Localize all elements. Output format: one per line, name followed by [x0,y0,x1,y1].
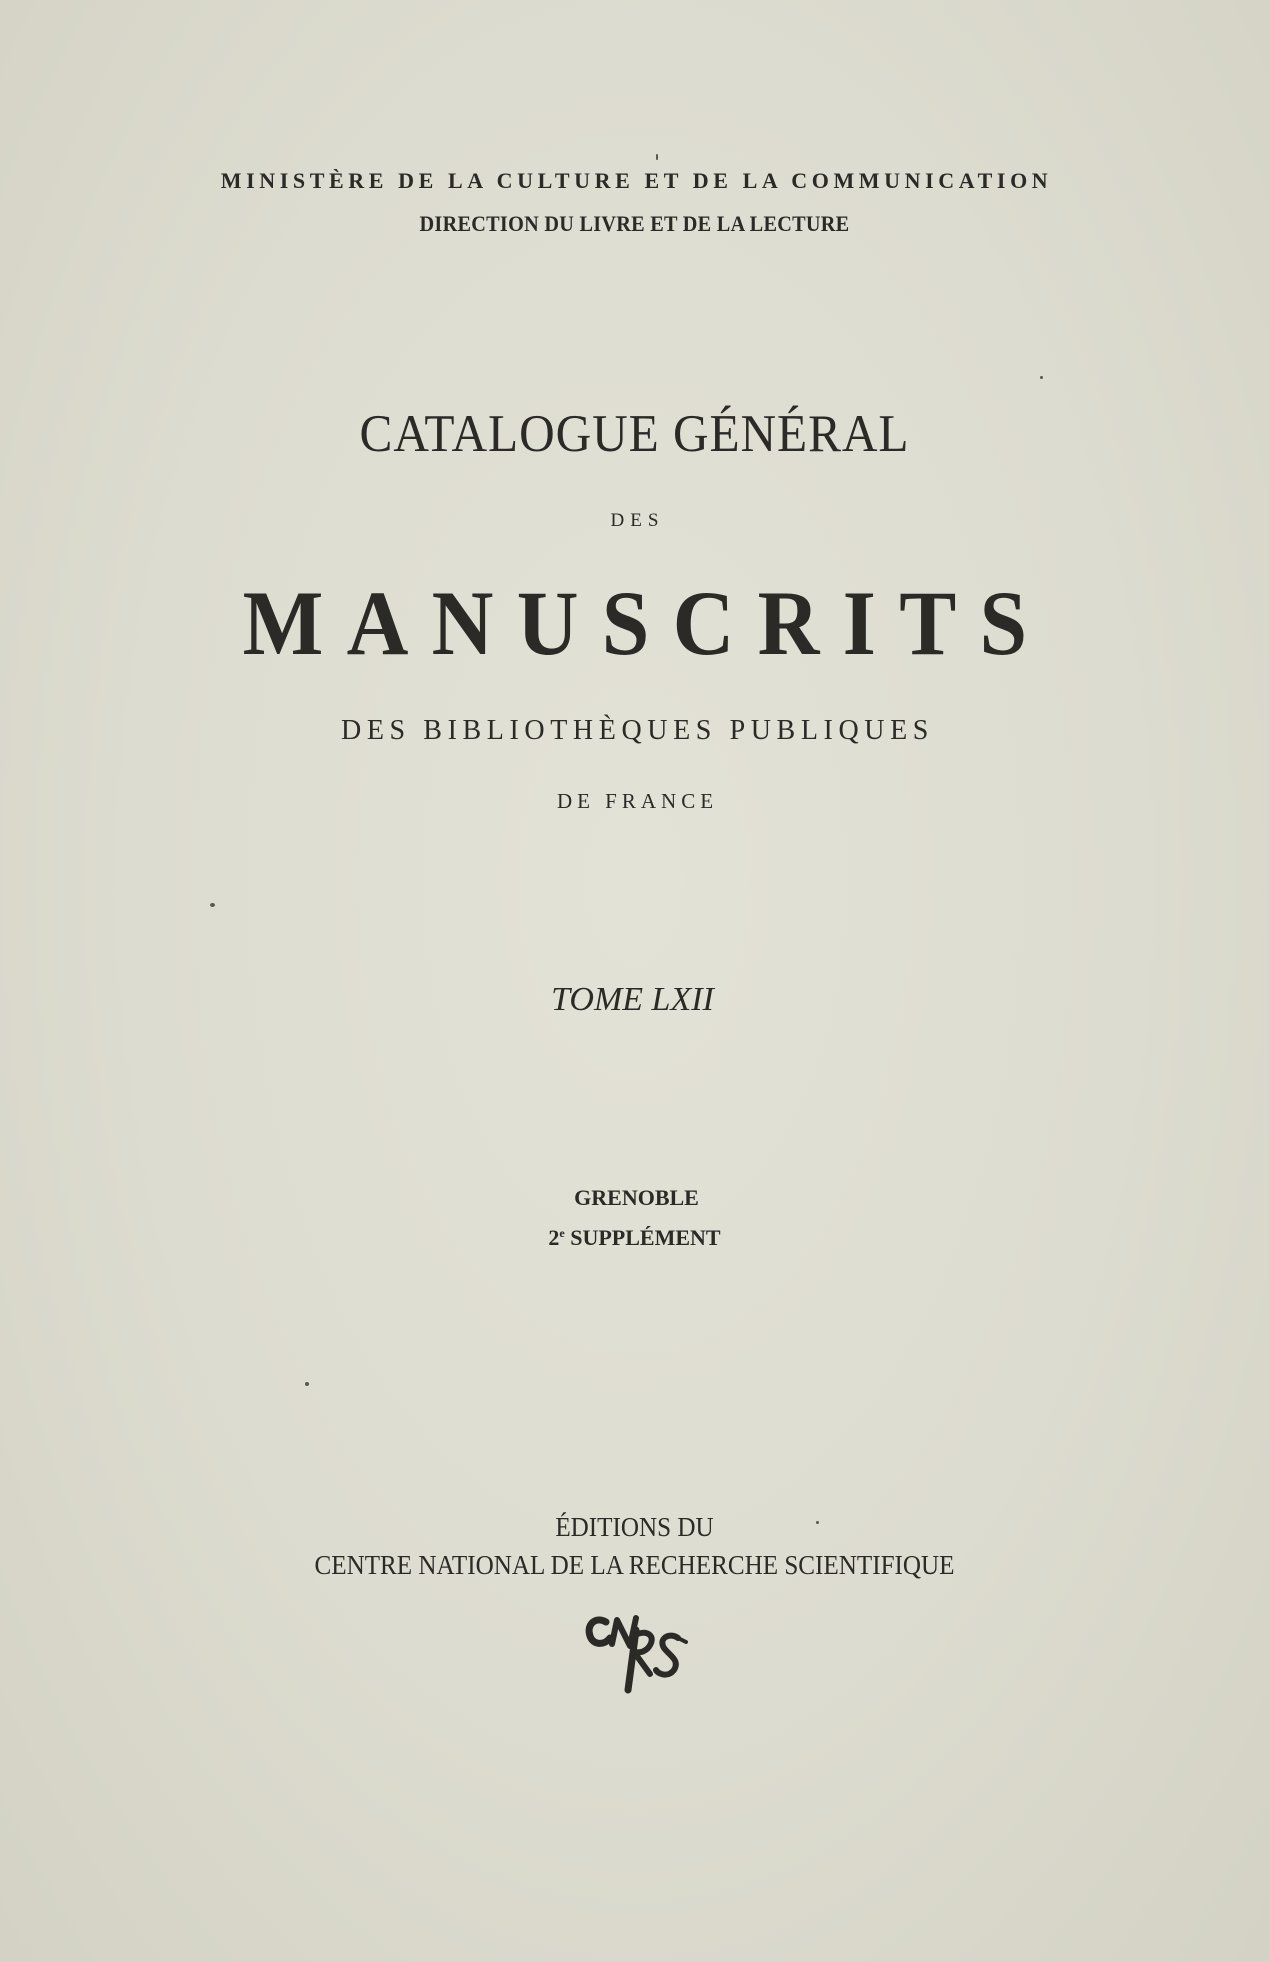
supplement-suffix: e [559,1226,565,1240]
bibliotheques-subtitle: DES BIBLIOTHÈQUES PUBLIQUES [341,715,934,746]
manuscrits-title: MANUSCRITS [242,572,1051,674]
paper-speck [656,154,658,160]
paper-speck [816,1521,819,1524]
city-name: GRENOBLE [574,1185,699,1210]
paper-speck [305,1382,309,1386]
editions-label: ÉDITIONS DU [555,1512,714,1542]
supplement-label [0,1225,1269,1251]
paper-speck [210,903,215,907]
supplement-text: SUPPLÉMENT [564,1225,721,1250]
direction-heading: DIRECTION DU LIVRE ET DE LA LECTURE [419,211,850,236]
france-subtitle: DE FRANCE [556,789,719,813]
volume-number: TOME LXII [551,981,714,1018]
des-connector: DES [610,510,665,531]
catalogue-title: CATALOGUE GÉNÉRAL [359,405,910,463]
publisher-name: CENTRE NATIONAL DE LA RECHERCHE SCIENTIFIQUE [314,1550,955,1580]
cnrs-logo-icon [584,1608,694,1696]
supplement-number: 2 [548,1225,560,1250]
paper-speck [1040,376,1043,379]
ministry-heading: MINISTÈRE DE LA CULTURE ET DE LA COMMUNICATION [220,168,1053,193]
